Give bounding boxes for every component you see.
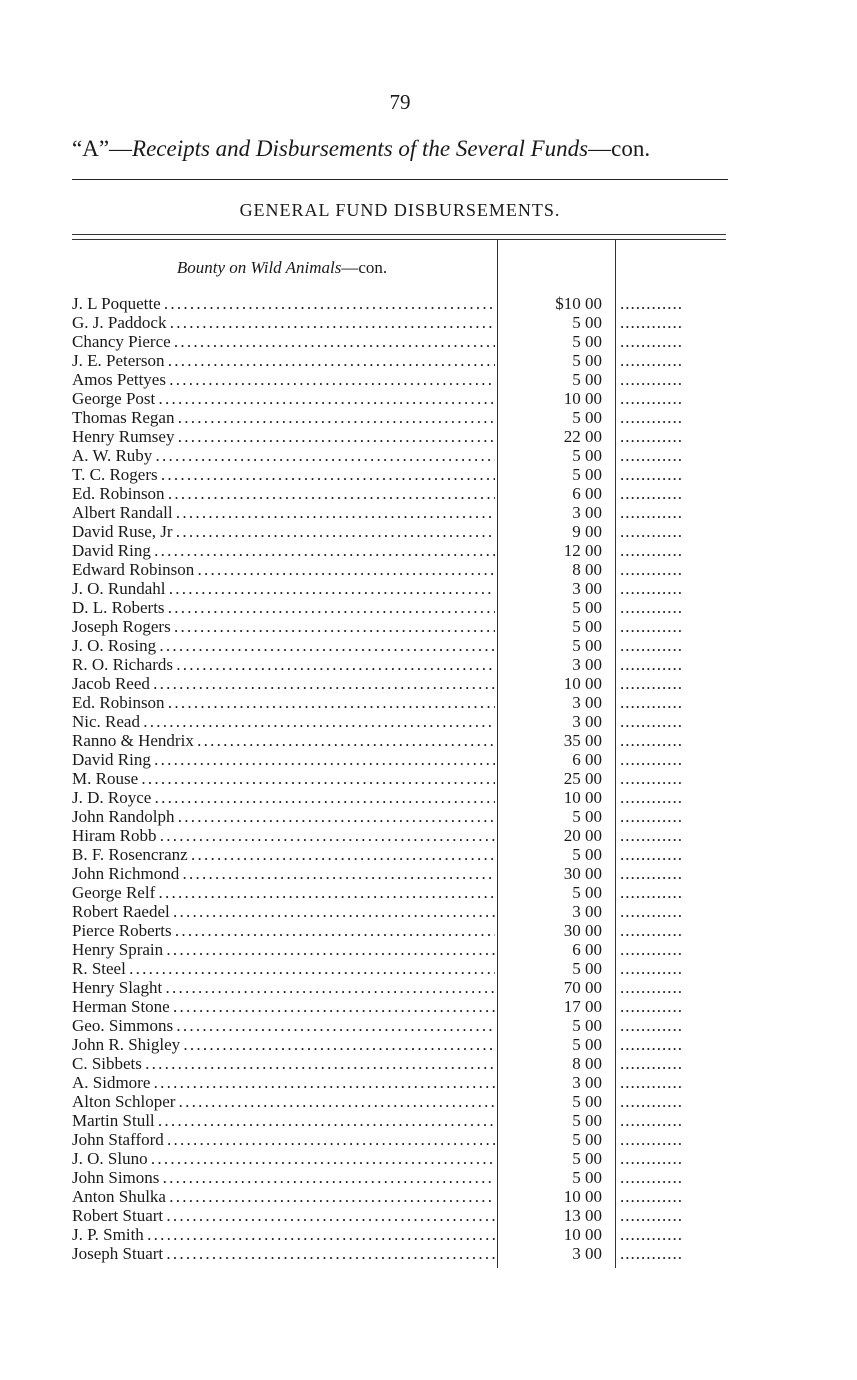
list-item <box>72 1092 732 1111</box>
total-column-leader: ............ <box>620 560 683 579</box>
total-column-leader: ............ <box>620 807 683 826</box>
payee-name: B. F. Rosencranz . . . <box>72 845 495 864</box>
list-item <box>72 579 732 598</box>
total-column-leader: ............ <box>620 579 683 598</box>
list-item <box>72 655 732 674</box>
list-item <box>72 484 732 503</box>
payment-amount: 5 00 <box>572 1130 602 1149</box>
payee-name: David Ring . . . <box>72 750 495 769</box>
list-item <box>72 636 732 655</box>
total-column-leader: ............ <box>620 1035 683 1054</box>
list-item <box>72 408 732 427</box>
payment-amount: 5 00 <box>572 465 602 484</box>
payee-name: Chancy Pierce . . . <box>72 332 495 351</box>
double-rule-upper <box>72 234 726 235</box>
payment-amount: 5 00 <box>572 332 602 351</box>
payment-amount: 10 00 <box>563 1187 602 1206</box>
payee-name: J. P. Smith . . . <box>72 1225 495 1244</box>
payment-amount: 3 00 <box>572 693 602 712</box>
total-column-leader: ............ <box>620 902 683 921</box>
payee-name: J. O. Rosing . . . <box>72 636 495 655</box>
section-title-suffix: —con. <box>341 258 388 277</box>
total-column-leader: ............ <box>620 408 683 427</box>
list-item <box>72 1054 732 1073</box>
payee-name: Albert Randall . . . <box>72 503 495 522</box>
double-rule-lower <box>72 239 726 240</box>
total-column-leader: ............ <box>620 883 683 902</box>
total-column-leader: ............ <box>620 864 683 883</box>
payee-name: D. L. Roberts . . . <box>72 598 495 617</box>
payment-amount: 3 00 <box>572 503 602 522</box>
total-column-leader: ............ <box>620 1187 683 1206</box>
total-column-leader: ............ <box>620 712 683 731</box>
total-column-leader: ............ <box>620 693 683 712</box>
payee-name: Edward Robinson . . . <box>72 560 495 579</box>
total-column-leader: ............ <box>620 655 683 674</box>
payment-amount: 3 00 <box>572 712 602 731</box>
list-item <box>72 617 732 636</box>
payee-name: George Relf . . . <box>72 883 495 902</box>
heading-rule <box>72 179 728 180</box>
payee-name: M. Rouse . . . <box>72 769 495 788</box>
payment-amount: 5 00 <box>572 1035 602 1054</box>
total-column-leader: ............ <box>620 750 683 769</box>
payment-amount: 5 00 <box>572 845 602 864</box>
total-column-leader: ............ <box>620 598 683 617</box>
list-item <box>72 731 732 750</box>
payee-name: G. J. Paddock . . . <box>72 313 495 332</box>
payment-amount: 30 00 <box>563 864 602 883</box>
page-number: 79 <box>389 90 411 114</box>
total-column-leader: ............ <box>620 1206 683 1225</box>
payment-amount: 5 00 <box>572 1168 602 1187</box>
payment-amount: 5 00 <box>572 313 602 332</box>
list-item <box>72 427 732 446</box>
list-item <box>72 332 732 351</box>
list-item <box>72 845 732 864</box>
payment-amount: 5 00 <box>572 598 602 617</box>
list-item <box>72 598 732 617</box>
payment-amount: 3 00 <box>572 655 602 674</box>
payee-name: Henry Sprain . . . <box>72 940 495 959</box>
payee-name: Ed. Robinson . . . <box>72 484 495 503</box>
total-column-leader: ............ <box>620 1244 683 1263</box>
payee-name: John R. Shigley . . . <box>72 1035 495 1054</box>
total-column-leader: ............ <box>620 788 683 807</box>
total-column-leader: ............ <box>620 921 683 940</box>
payment-amount: 5 00 <box>572 446 602 465</box>
payment-amount: 25 00 <box>563 769 602 788</box>
list-item <box>72 883 732 902</box>
total-column-leader: ............ <box>620 1130 683 1149</box>
payee-name: Thomas Regan . . . <box>72 408 495 427</box>
total-column-leader: ............ <box>620 313 683 332</box>
list-item <box>72 750 732 769</box>
total-column-leader: ............ <box>620 845 683 864</box>
list-item <box>72 997 732 1016</box>
list-item <box>72 1225 732 1244</box>
list-item <box>72 1035 732 1054</box>
list-item <box>72 1111 732 1130</box>
total-column-leader: ............ <box>620 1054 683 1073</box>
list-item <box>72 940 732 959</box>
payment-amount: 5 00 <box>572 351 602 370</box>
payee-name: David Ruse, Jr . . . <box>72 522 495 541</box>
total-column-leader: ............ <box>620 617 683 636</box>
total-column-leader: ............ <box>620 522 683 541</box>
payee-name: Nic. Read . . . <box>72 712 495 731</box>
total-column-leader: ............ <box>620 1149 683 1168</box>
payment-amount: 13 00 <box>563 1206 602 1225</box>
section-subheading: GENERAL FUND DISBURSEMENTS. <box>239 200 561 220</box>
payee-name: David Ring . . . <box>72 541 495 560</box>
payee-name: John Richmond . . . <box>72 864 495 883</box>
payment-amount: 70 00 <box>563 978 602 997</box>
payment-amount: 20 00 <box>563 826 602 845</box>
total-column-leader: ............ <box>620 674 683 693</box>
list-item <box>72 1149 732 1168</box>
section-title <box>72 258 492 278</box>
list-item <box>72 541 732 560</box>
total-column-leader: ............ <box>620 1016 683 1035</box>
section-title-text: Bounty on Wild Animals <box>176 258 342 277</box>
payee-name: A. Sidmore . . . <box>72 1073 495 1092</box>
total-column-leader: ............ <box>620 351 683 370</box>
total-column-leader: ............ <box>620 940 683 959</box>
payee-name: Henry Rumsey . . . <box>72 427 495 446</box>
list-item <box>72 769 732 788</box>
total-column-leader: ............ <box>620 731 683 750</box>
payment-amount: 5 00 <box>572 883 602 902</box>
payee-name: J. D. Royce . . . <box>72 788 495 807</box>
payee-name: Ed. Robinson . . . <box>72 693 495 712</box>
payment-amount: 22 00 <box>563 427 602 446</box>
payee-name: Joseph Stuart . . . <box>72 1244 495 1263</box>
total-column-leader: ............ <box>620 484 683 503</box>
payee-name: Hiram Robb . . . <box>72 826 495 845</box>
payment-amount: 6 00 <box>572 484 602 503</box>
payee-name: Joseph Rogers . . . <box>72 617 495 636</box>
list-item <box>72 807 732 826</box>
payee-name: Pierce Roberts . . . <box>72 921 495 940</box>
payee-name: George Post . . . <box>72 389 495 408</box>
payee-name: J. O. Sluno . . . <box>72 1149 495 1168</box>
payee-name: Geo. Simmons . . . <box>72 1016 495 1035</box>
payment-amount: 10 00 <box>563 674 602 693</box>
list-item <box>72 1206 732 1225</box>
payee-name: C. Sibbets . . . <box>72 1054 495 1073</box>
payment-amount: 10 00 <box>563 389 602 408</box>
payment-amount: 6 00 <box>572 940 602 959</box>
payee-name: J. O. Rundahl . . . <box>72 579 495 598</box>
payee-name: R. O. Richards . . . <box>72 655 495 674</box>
list-item <box>72 788 732 807</box>
payment-amount: 5 00 <box>572 370 602 389</box>
total-column-leader: ............ <box>620 446 683 465</box>
payee-name: Jacob Reed . . . <box>72 674 495 693</box>
payee-name: Ranno & Hendrix . . . <box>72 731 495 750</box>
payment-amount: $10 00 <box>555 294 602 313</box>
payment-amount: 30 00 <box>563 921 602 940</box>
total-column-leader: ............ <box>620 1073 683 1092</box>
list-item <box>72 503 732 522</box>
payment-amount: 10 00 <box>563 788 602 807</box>
payee-name: John Stafford . . . <box>72 1130 495 1149</box>
payment-amount: 3 00 <box>572 1244 602 1263</box>
list-item <box>72 389 732 408</box>
total-column-leader: ............ <box>620 997 683 1016</box>
list-item <box>72 522 732 541</box>
list-item <box>72 313 732 332</box>
list-item <box>72 294 732 313</box>
total-column-leader: ............ <box>620 826 683 845</box>
list-item <box>72 1244 732 1263</box>
list-item <box>72 1130 732 1149</box>
payment-amount: 5 00 <box>572 408 602 427</box>
heading-title: Receipts and Disbursements of the Several Funds <box>132 136 589 161</box>
total-column-leader: ............ <box>620 465 683 484</box>
list-item <box>72 674 732 693</box>
list-item <box>72 465 732 484</box>
payee-name: A. W. Ruby . . . <box>72 446 495 465</box>
payee-name: John Simons . . . <box>72 1168 495 1187</box>
payee-name: Robert Stuart . . . <box>72 1206 495 1225</box>
payment-amount: 5 00 <box>572 1149 602 1168</box>
list-item <box>72 959 732 978</box>
payee-name: Robert Raedel . . . <box>72 902 495 921</box>
list-item <box>72 1187 732 1206</box>
total-column-leader: ............ <box>620 332 683 351</box>
page-heading <box>72 136 737 162</box>
list-item <box>72 693 732 712</box>
total-column-leader: ............ <box>620 636 683 655</box>
payment-amount: 5 00 <box>572 636 602 655</box>
payee-name: Amos Pettyes . . . <box>72 370 495 389</box>
total-column-leader: ............ <box>620 541 683 560</box>
total-column-leader: ............ <box>620 503 683 522</box>
list-item <box>72 921 732 940</box>
total-column-leader: ............ <box>620 389 683 408</box>
payee-name: Alton Schloper . . . <box>72 1092 495 1111</box>
total-column-leader: ............ <box>620 1092 683 1111</box>
payee-name: Henry Slaght . . . <box>72 978 495 997</box>
total-column-leader: ............ <box>620 1168 683 1187</box>
total-column-leader: ............ <box>620 294 683 313</box>
list-item <box>72 1073 732 1092</box>
heading-prefix: “A”— <box>72 136 133 161</box>
list-item <box>72 1168 732 1187</box>
payment-amount: 3 00 <box>572 902 602 921</box>
total-column-leader: ............ <box>620 1111 683 1130</box>
list-item <box>72 864 732 883</box>
payment-amount: 6 00 <box>572 750 602 769</box>
payee-name: John Randolph . . . <box>72 807 495 826</box>
payment-amount: 17 00 <box>563 997 602 1016</box>
payee-name: Herman Stone . . . <box>72 997 495 1016</box>
payment-amount: 8 00 <box>572 1054 602 1073</box>
heading-suffix: —con. <box>588 136 651 161</box>
payment-amount: 3 00 <box>572 579 602 598</box>
payment-amount: 10 00 <box>563 1225 602 1244</box>
payee-name: J. E. Peterson . . . <box>72 351 495 370</box>
list-item <box>72 370 732 389</box>
list-item <box>72 446 732 465</box>
total-column-leader: ............ <box>620 959 683 978</box>
payment-amount: 3 00 <box>572 1073 602 1092</box>
total-column-leader: ............ <box>620 978 683 997</box>
payee-name: R. Steel . . . <box>72 959 495 978</box>
payment-amount: 35 00 <box>563 731 602 750</box>
total-column-leader: ............ <box>620 1225 683 1244</box>
list-item <box>72 902 732 921</box>
payment-amount: 12 00 <box>563 541 602 560</box>
list-item <box>72 560 732 579</box>
list-item <box>72 712 732 731</box>
total-column-leader: ............ <box>620 769 683 788</box>
payment-amount: 5 00 <box>572 617 602 636</box>
payee-name: J. L Poquette . . . <box>72 294 495 313</box>
payment-amount: 9 00 <box>572 522 602 541</box>
payment-amount: 5 00 <box>572 1016 602 1035</box>
payment-amount: 5 00 <box>572 1092 602 1111</box>
payee-name: Martin Stull . . . <box>72 1111 495 1130</box>
list-item <box>72 978 732 997</box>
list-item <box>72 351 732 370</box>
payment-amount: 5 00 <box>572 959 602 978</box>
payee-name: Anton Shulka . . . <box>72 1187 495 1206</box>
payment-amount: 5 00 <box>572 1111 602 1130</box>
list-item <box>72 1016 732 1035</box>
payee-name: T. C. Rogers . . . <box>72 465 495 484</box>
total-column-leader: ............ <box>620 427 683 446</box>
disbursement-list <box>72 294 732 1263</box>
payment-amount: 5 00 <box>572 807 602 826</box>
list-item <box>72 826 732 845</box>
total-column-leader: ............ <box>620 370 683 389</box>
payment-amount: 8 00 <box>572 560 602 579</box>
